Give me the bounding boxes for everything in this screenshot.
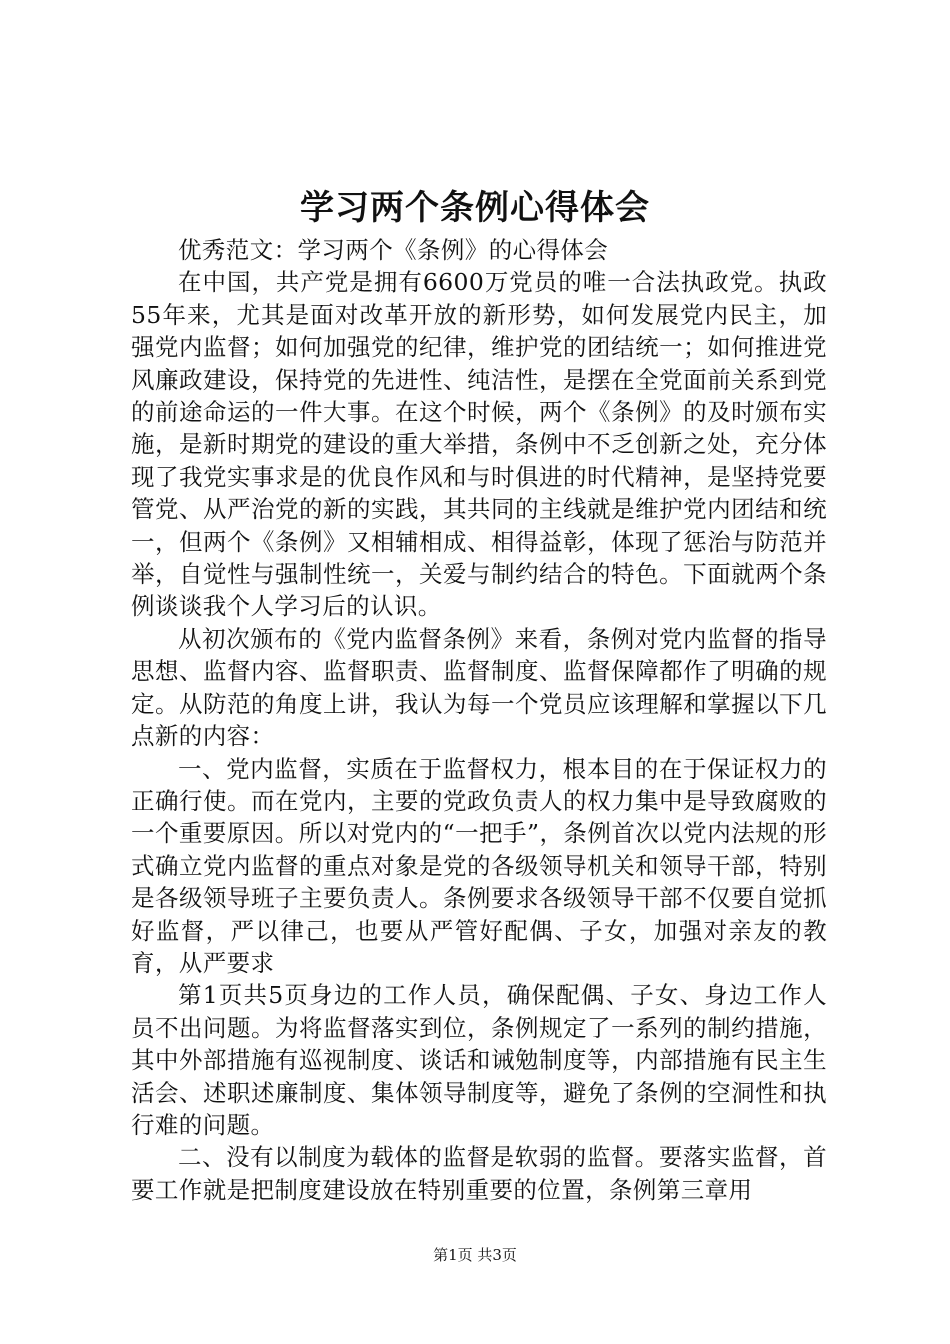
paragraph: 在中国，共产党是拥有6600万党员的唯一合法执政党。执政55年来，尤其是面对改革开放的新形势，如何发展党内民主，加强党内监督；如何加强党的纪律，维护党的团结统一；如何推进党风廉政建设，保持党的先进性、纯洁性，是摆在全党面前关系到党的前途命运的一件大事。在这个时候，两个《条例》的及时颁布实施，是新时期党的建设的重大举措，条例中不乏创新之处，充分体现了我党实事求是的优良作风和与时俱进的时代精神，是坚持党要管党、从严治党的新的实践，其共同的主线就是维护党内团结和统一，但两个《条例》又相辅相成、相得益彰，体现了惩治与防范并举，自觉性与强制性统一，关爱与制约结合的特色。下面就两个条例谈谈我个人学习后的认识。 — [131, 268, 827, 621]
document-title: 学习两个条例心得体会 — [300, 188, 650, 228]
paragraph: 从初次颁布的《党内监督条例》来看，条例对党内监督的指导思想、监督内容、监督职责、监督制度、监督保障都作了明确的规定。从防范的角度上讲，我认为每一个党员应该理解和掌握以下几点新的内容： — [131, 624, 827, 751]
paragraph: 二、没有以制度为载体的监督是软弱的监督。要落实监督，首要工作就是把制度建设放在特别重要的位置，条例第三章用 — [131, 1143, 827, 1204]
document-body — [131, 234, 827, 1206]
page-footer: 第1页 共3页 — [433, 1246, 517, 1264]
paragraph: 第1页共5页身边的工作人员，确保配偶、子女、身边工作人员不出问题。为将监督落实到位，条例规定了一系列的制约措施，其中外部措施有巡视制度、谈话和诫勉制度等，内部措施有民主生活会、述职述廉制度、集体领导制度等，避免了条例的空洞性和执行难的问题。 — [131, 981, 827, 1139]
paragraph: 一、党内监督，实质在于监督权力，根本目的在于保证权力的正确行使。而在党内，主要的党政负责人的权力集中是导致腐败的一个重要原因。所以对党内的“一把手”，条例首次以党内法规的形式确立党内监督的重点对象是党的各级领导机关和领导干部，特别是各级领导班子主要负责人。条例要求各级领导干部不仅要自觉抓好监督，严以律己，也要从严管好配偶、子女，加强对亲友的教育，从严要求 — [131, 754, 827, 977]
paragraph-subtitle: 优秀范文：学习两个《条例》的心得体会 — [178, 236, 609, 264]
